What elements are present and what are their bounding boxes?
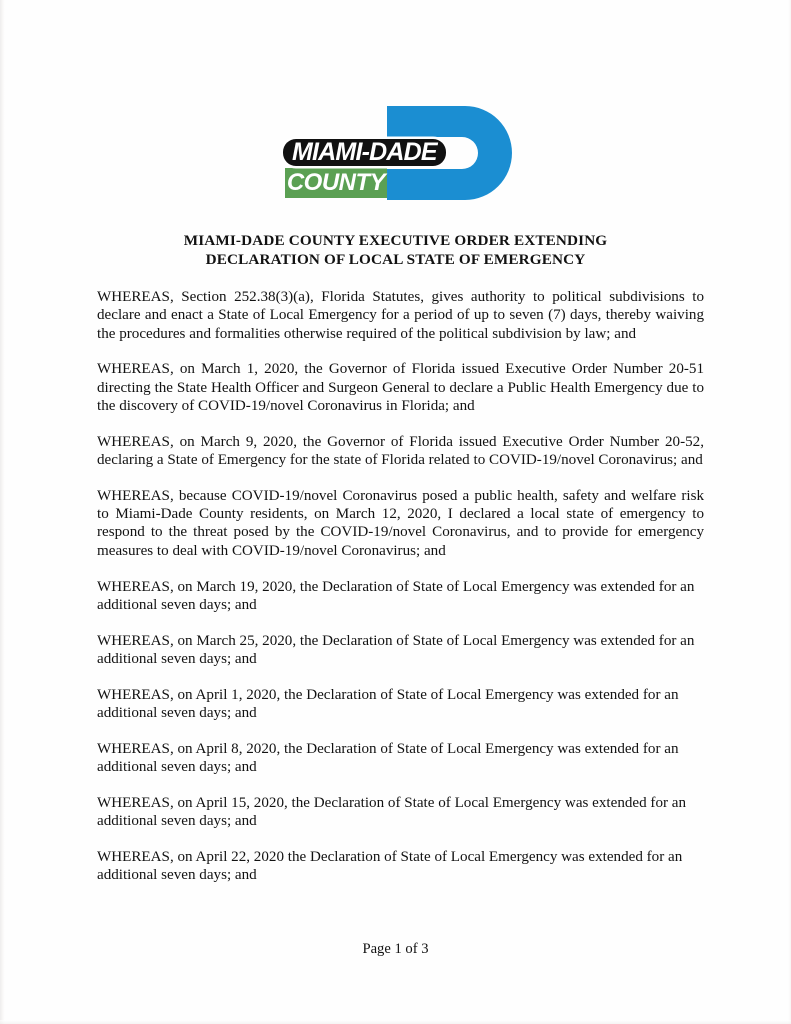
document-body [97, 288, 704, 902]
paragraph-whereas-april-8-extension: WHEREAS, on April 8, 2020, the Declaration of State of Local Emergency was extended for an additional seven days; and [97, 740, 679, 776]
paragraph-whereas-march-12-local-emergency: WHEREAS, because COVID-19/novel Coronavirus posed a public health, safety and welfare risk to Miami-Dade County residents, on March 12, 2020, I declared a local state of emergency to respond to the threat posed by the COVID-19/novel Coronavirus, and to provide for emergency measures to deal with COVID-19/novel Coronavirus; and [97, 487, 704, 559]
logo-miami-dade-text: MIAMI-DADE [292, 138, 437, 166]
paragraph-whereas-statute-authority: WHEREAS, Section 252.38(3)(a), Florida Statutes, gives authority to political subdivisions to declare and enact a State of Local Emergency for a period of up to seven (7) days, thereby waiving the procedures and formalities otherwise required of the political subdivision by law; and [97, 289, 704, 342]
scan-edge-right [787, 0, 791, 1024]
scan-edge-bottom [0, 1020, 791, 1024]
paragraph-whereas-april-1-extension: WHEREAS, on April 1, 2020, the Declaration of State of Local Emergency was extended for an additional seven days; and [97, 686, 679, 722]
logo-county-text: COUNTY [286, 169, 386, 196]
paragraph-whereas-march-25-extension: WHEREAS, on March 25, 2020, the Declaration of State of Local Emergency was extended for an additional seven days; and [97, 632, 695, 667]
paragraph-whereas-march-1-eo-20-51: WHEREAS, on March 1, 2020, the Governor of Florida issued Executive Order Number 20-51 directing the State Health Officer and Surgeon General to declare a Public Health Emergency due to the discovery of COVID-19/novel Coronavirus in Florida; and [97, 361, 704, 414]
miami-dade-county-logo [283, 106, 515, 200]
logo-miami-dade-badge [283, 139, 446, 166]
page-footer [0, 941, 791, 958]
paragraph-whereas-march-19-extension: WHEREAS, on March 19, 2020, the Declaration of State of Local Emergency was extended for an additional seven days; and [97, 578, 695, 613]
page-number-label: Page 1 of 3 [362, 941, 429, 957]
page-title-line-1: MIAMI-DADE COUNTY EXECUTIVE ORDER EXTENDING [183, 232, 608, 249]
page-title [0, 232, 791, 269]
paragraph-whereas-april-15-extension: WHEREAS, on April 15, 2020, the Declaration of State of Local Emergency was extended for an additional seven days; and [97, 794, 687, 830]
logo-county-badge [285, 168, 387, 198]
paragraph-whereas-april-22-extension: WHEREAS, on April 22, 2020 the Declaration of State of Local Emergency was extended for an additional seven days; and [97, 849, 683, 884]
paragraph-whereas-march-9-eo-20-52: WHEREAS, on March 9, 2020, the Governor of Florida issued Executive Order Number 20-52, declaring a State of Emergency for the state of Florida related to COVID-19/novel Coronavirus; and [97, 433, 704, 469]
page-title-line-2: DECLARATION OF LOCAL STATE OF EMERGENCY [205, 250, 586, 268]
scan-edge-left [0, 0, 5, 1024]
